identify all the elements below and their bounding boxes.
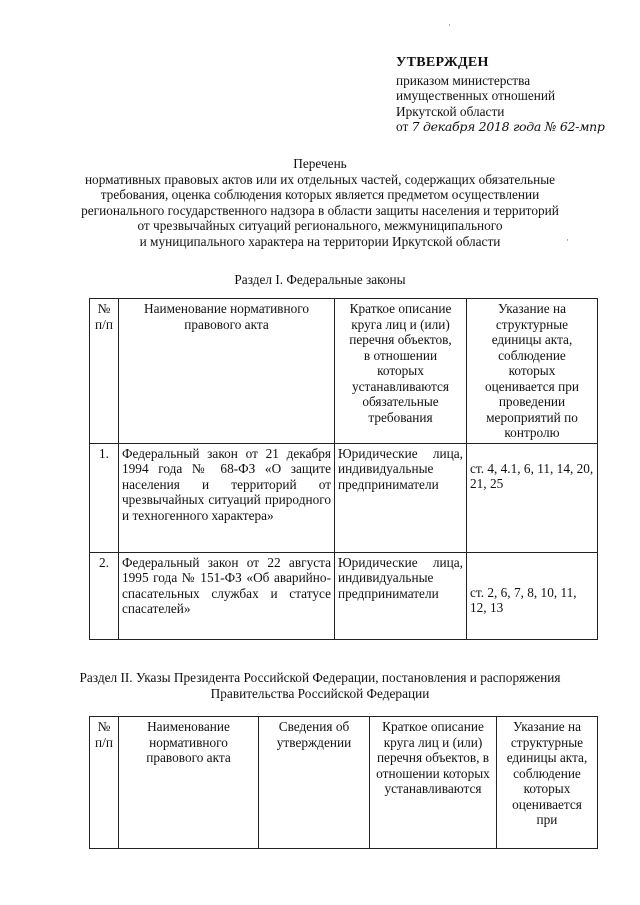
header-units: Указание на структурные единицы акта, соблюдение которых оценивается при проведении мероприятий по контролю	[467, 299, 598, 444]
document-subtitle-line: и муниципального характера на территории Иркутской области	[139, 233, 501, 249]
approval-line-1: приказом министерства	[396, 72, 531, 88]
header-description: Краткое описание круга лиц и (или) перечня объектов, в отношении которых устанавливаются	[370, 717, 497, 849]
row-units: ст. 2, 6, 7, 8, 10, 11, 12, 13	[467, 552, 598, 639]
header-num: № п/п	[90, 299, 119, 444]
section1-heading: Раздел I. Федеральные законы	[234, 272, 406, 287]
document-subtitle-line: требования, оценка соблюдения которых является предметом осуществлении	[100, 187, 540, 202]
header-units: Указание на структурные единицы акта, соблюдение которых оценивается при	[497, 717, 598, 849]
document-subtitle-line: регионального государственного надзора в области защиты населения и территорий	[81, 202, 559, 218]
document-title: Перечень	[293, 156, 347, 171]
header-num: № п/п	[90, 717, 119, 849]
section2-heading-line-1: Раздел II. Указы Президента Российской Федерации, постановления и распоряжения	[79, 670, 561, 685]
row-description: Юридические лица, индивидуальные предприниматели	[335, 443, 467, 552]
approval-from-prefix: от	[396, 119, 409, 134]
row-name: Федеральный закон от 22 августа 1995 года № 151-ФЗ «Об аварийно-спасательных службах и статусе спасателей»	[119, 552, 335, 639]
table-row	[90, 443, 598, 552]
row-units: ст. 4, 4.1, 6, 11, 14, 20, 21, 25	[467, 443, 598, 552]
table-header-row	[90, 717, 598, 849]
approval-line-2: имущественных отношений	[396, 88, 556, 103]
header-name: Наименование нормативного правового акта	[119, 717, 259, 849]
section2-table	[89, 716, 598, 849]
header-approval: Сведения об утверждении	[259, 717, 370, 849]
section2-heading-line-2: Правительства Российской Федерации	[210, 686, 430, 701]
row-description: Юридические лица, индивидуальные предприниматели	[335, 552, 467, 639]
approval-line-3: Иркутской области	[396, 103, 505, 119]
row-name: Федеральный закон от 21 декабря 1994 года № 68-ФЗ «О защите населения и территорий от чрезвычайных ситуаций природного и техногенного характера»	[119, 443, 335, 552]
document-title-block	[60, 156, 580, 249]
approval-title: УТВЕРЖДЕН	[396, 55, 489, 70]
table-header-row	[90, 299, 598, 444]
scan-mark: ·	[448, 20, 451, 30]
row-num: 2.	[90, 552, 119, 639]
document-subtitle-line: от чрезвычайных ситуаций регионального, межмуниципального	[137, 218, 503, 233]
header-name: Наименование нормативного правового акта	[119, 299, 335, 444]
section1-table	[89, 298, 598, 640]
approval-date-line	[396, 119, 636, 135]
row-num: 1.	[90, 443, 119, 552]
table-row	[90, 552, 598, 639]
approval-block	[396, 55, 636, 135]
header-description: Краткое описание круга лиц и (или) перечня объектов, в отношении которых устанавливаются обязательные требования	[335, 299, 467, 444]
document-subtitle-line: нормативных правовых актов или их отдельных частей, содержащих обязательные	[84, 171, 556, 187]
handwritten-date: 7 декабря 2018 года № 62-мпр	[411, 119, 605, 134]
scan-mark: ·	[566, 235, 569, 245]
